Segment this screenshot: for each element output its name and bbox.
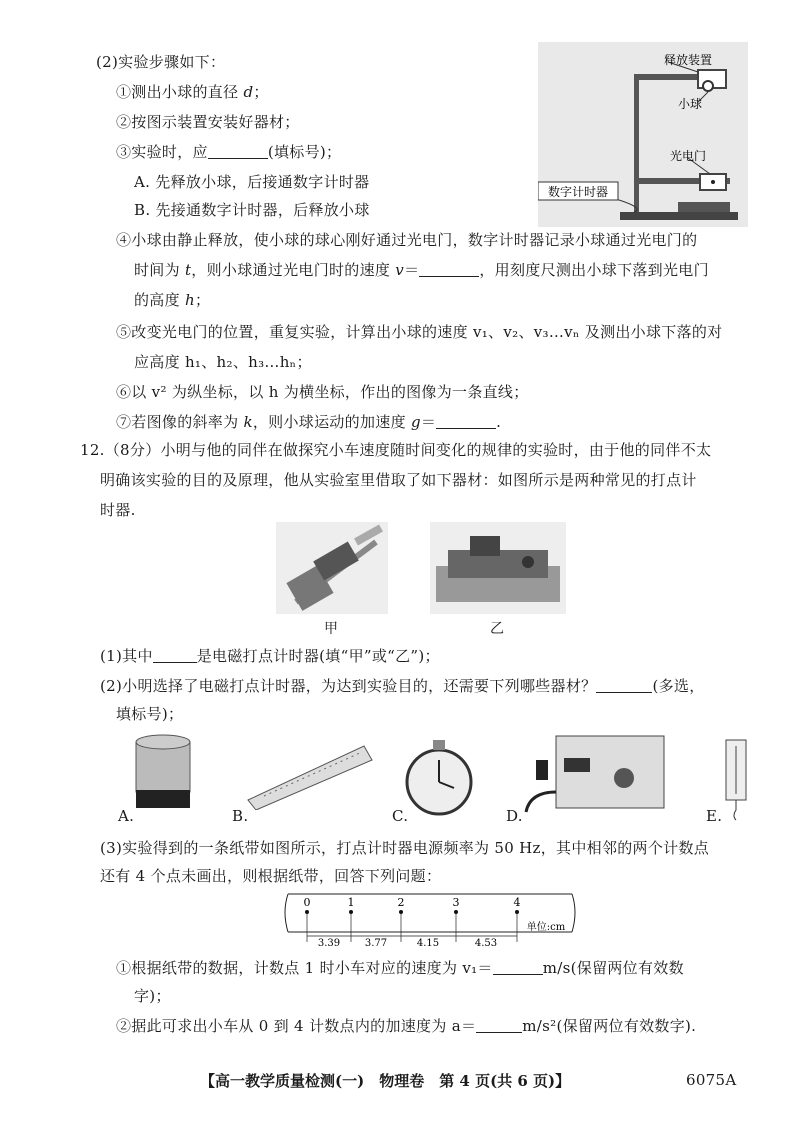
q12-line2: 明确该实验的目的及原理，他从实验室里借取了如下器材：如图所示是两种常见的打点计	[100, 471, 697, 489]
part-3-line2: 还有 4 个点未画出，则根据纸带，回答下列问题：	[100, 867, 442, 885]
tape-point-1	[349, 910, 353, 914]
tape-label-0: 0	[303, 896, 311, 909]
tape-label-1: 1	[347, 896, 355, 909]
answer-blank[interactable]	[493, 960, 543, 975]
step-5-line1: ⑤改变光电门的位置，重复实验，计算出小球的速度 v₁、v₂、v₃…vₙ 及测出小球下落的对	[116, 323, 723, 341]
answer-blank[interactable]	[208, 144, 268, 159]
step-6: ⑥以 v² 为纵坐标，以 h 为横坐标，作出的图像为一条直线；	[116, 383, 529, 401]
caption-jia: 甲	[324, 621, 338, 637]
step-4-line1: ④小球由静止释放，使小球的球心刚好通过光电门，数字计时器记录小球通过光电门的	[116, 231, 698, 249]
step-1: ①测出小球的直径 d；	[116, 83, 269, 101]
step-7: ⑦若图像的斜率为 k，则小球运动的加速度 g＝ .	[116, 413, 502, 431]
label-c: C.	[392, 807, 409, 825]
step-4-line3: 的高度 h；	[134, 291, 211, 309]
tape-point-3	[454, 910, 458, 914]
tape-dist-23: 4.15	[416, 938, 440, 949]
part-2-line2: 填标号)；	[116, 705, 184, 723]
tape-dist-12: 3.77	[364, 938, 388, 949]
equipment-e-image	[720, 732, 752, 824]
q12-line1: 12.（8分）小明与他的同伴在做探究小车速度随时间变化的规律的实验时，由于他的同伴不太	[80, 441, 712, 459]
answer-blank[interactable]	[596, 678, 652, 693]
sub-2: ②据此可求出小车从 0 到 4 计数点内的加速度为 a＝ m/s²(保留两位有效数字).	[116, 1017, 697, 1035]
tape-label-4: 4	[513, 896, 521, 909]
label-a: A.	[118, 807, 135, 825]
sub-1-line2: 字)；	[134, 987, 171, 1005]
step-3: ③实验时，应 (填标号)；	[116, 143, 342, 161]
label-gate: 光电门	[670, 149, 707, 163]
part-2-line1: (2)小明选择了电磁打点计时器，为达到实验目的，还需要下列哪些器材？ (多选，	[100, 677, 705, 695]
tape-unit: 单位:cm	[526, 922, 566, 933]
tape-dist-01: 3.39	[317, 938, 341, 949]
label-ball: 小球	[678, 97, 703, 111]
caption-yi: 乙	[490, 621, 504, 637]
answer-blank[interactable]	[476, 1018, 522, 1033]
label-timer: 数字计时器	[547, 185, 609, 199]
page-footer: 【高一教学质量检测(一) 物理卷 第 4 页(共 6 页)】	[200, 1072, 571, 1090]
part-1: (1)其中 是电磁打点计时器(填“甲”或“乙”)；	[100, 647, 440, 665]
answer-blank[interactable]	[153, 648, 197, 663]
option-a: A. 先释放小球，后接通数字计时器	[134, 173, 370, 191]
q12-line3: 时器.	[100, 501, 136, 519]
tape-dist-34: 4.53	[474, 938, 498, 949]
label-b: B.	[232, 807, 249, 825]
step-intro: (2)实验步骤如下：	[96, 53, 226, 71]
equipment-d-image	[520, 732, 668, 818]
paper-code: 6075A	[686, 1071, 737, 1089]
equipment-c-image	[402, 738, 476, 818]
part-3-line1: (3)实验得到的一条纸带如图所示，打点计时器电源频率为 50 Hz，其中相邻的两个计数点	[100, 839, 710, 857]
timer-jia-image	[276, 522, 388, 614]
step-5-line2: 应高度 h₁、h₂、h₃…hₙ；	[134, 353, 312, 371]
equipment-a-image	[130, 732, 196, 812]
tape-points	[304, 896, 521, 914]
timer-yi-image	[430, 522, 566, 614]
sub-1-line1: ①根据纸带的数据，计数点 1 时小车对应的速度为 v₁＝ m/s(保留两位有效数	[116, 959, 684, 977]
equipment-b-image	[244, 740, 374, 810]
tape-label-2: 2	[397, 896, 405, 909]
step-4-line2: 时间为 t，则小球通过光电门时的速度 v＝ ，用刻度尺测出小球下落到光电门	[134, 261, 709, 279]
label-e: E.	[706, 807, 723, 825]
label-release: 释放装置	[663, 53, 713, 67]
tape-point-0	[305, 910, 309, 914]
label-d: D.	[506, 807, 523, 825]
answer-blank[interactable]	[436, 414, 496, 429]
free-fall-apparatus-figure	[538, 42, 748, 227]
tape-point-4	[515, 910, 519, 914]
tape-point-2	[399, 910, 403, 914]
step-2: ②按图示装置安装好器材；	[116, 113, 300, 131]
paper-tape-figure	[280, 890, 580, 950]
tape-label-3: 3	[452, 896, 460, 909]
answer-blank[interactable]	[419, 262, 479, 277]
option-b: B. 先接通数字计时器，后释放小球	[134, 201, 370, 219]
